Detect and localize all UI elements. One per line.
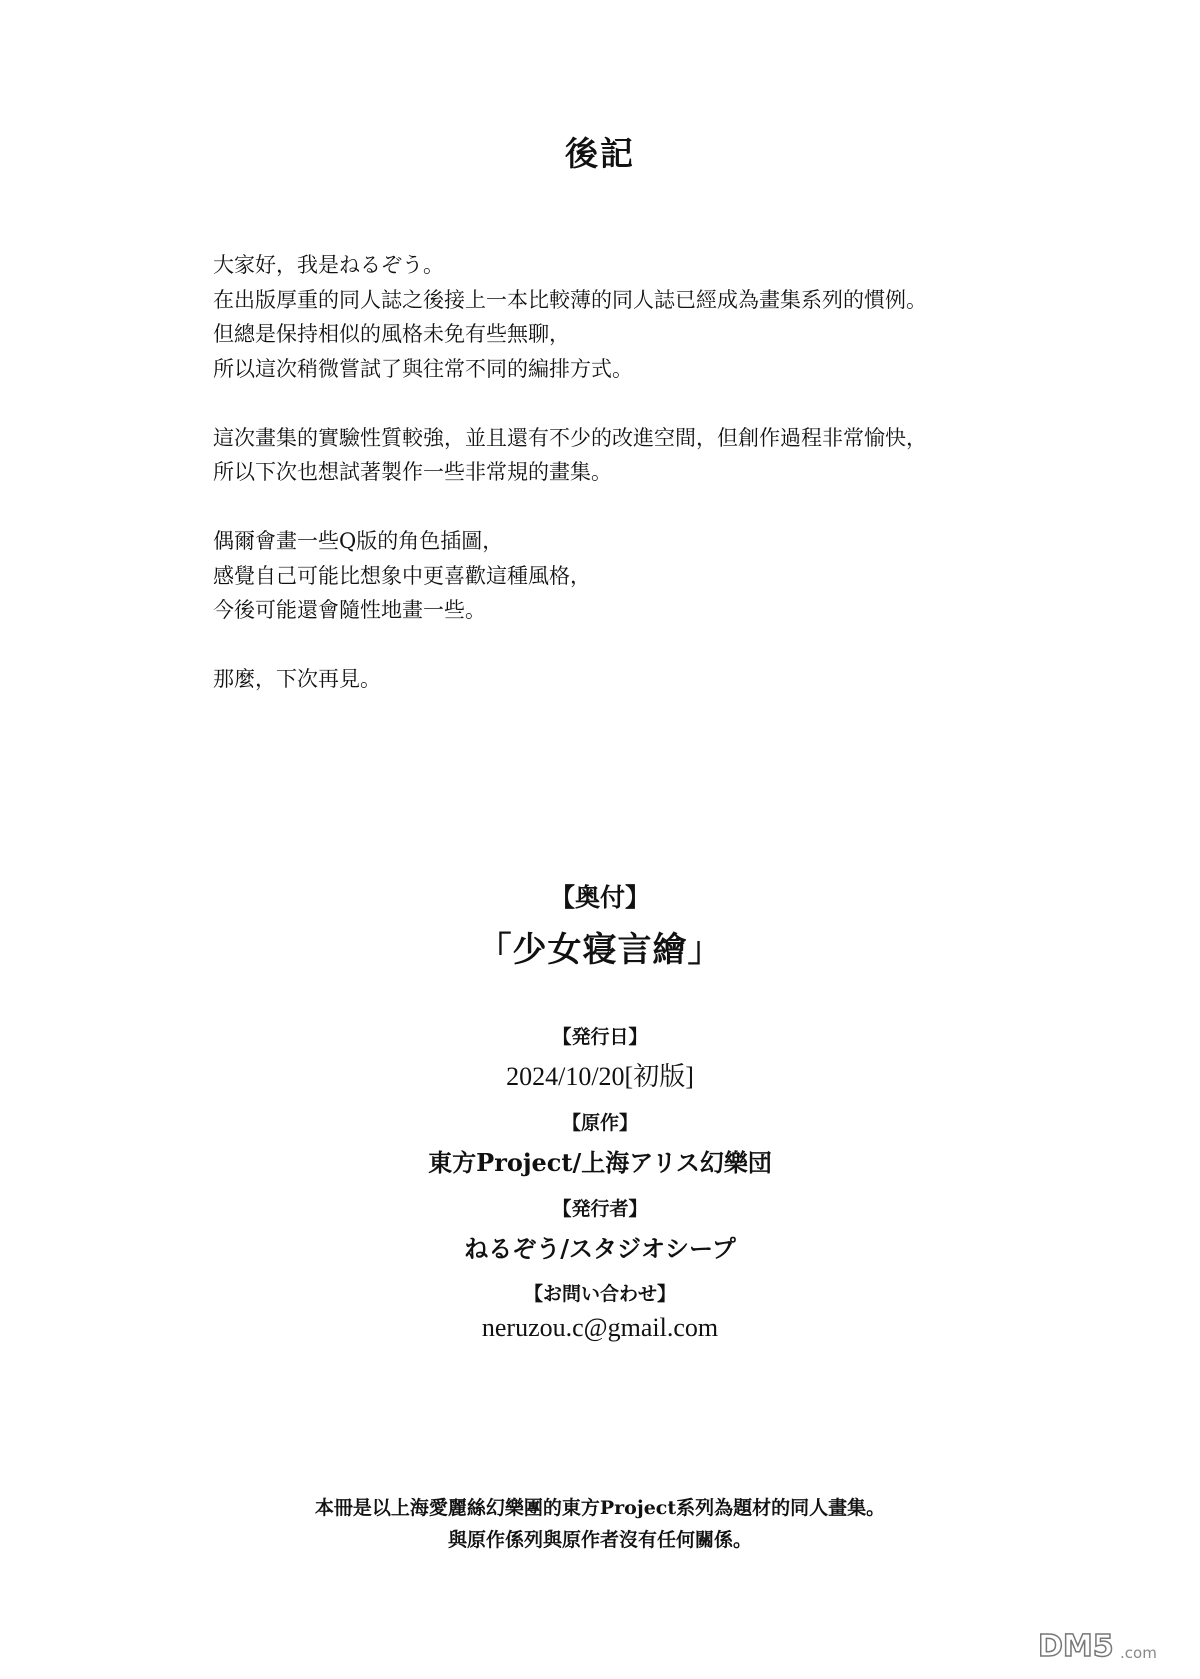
contact-label: 【お問い合わせ】 [523,1283,676,1305]
afterword-body [213,248,1013,697]
afterword-line: 今後可能還會隨性地畫一些。 [213,598,486,622]
afterword-line: 但總是保持相似的風格未免有些無聊， [213,322,570,346]
afterword-paragraph [213,421,1013,490]
watermark-text: DM5 [1038,1629,1114,1664]
watermark-suffix: .com [1120,1644,1157,1662]
afterword-line: 所以下次也想試著製作一些非常規的畫集。 [213,460,612,484]
afterword-line: 那麼，下次再見。 [213,667,381,691]
disclaimer-line: 與原作係列與原作者沒有任何關係。 [447,1529,752,1551]
afterword-paragraph [213,662,1013,697]
afterword-paragraph [213,524,1013,628]
afterword-line: 偶爾會畫一些Q版的角色插圖， [213,529,504,553]
disclaimer [0,1492,1200,1556]
original-value: 東方Project/上海アリス幻樂団 [428,1148,772,1177]
afterword-line: 感覺自己可能比想象中更喜歡這種風格， [213,563,591,588]
contact-email: neruzou.c@gmail.com [481,1313,719,1342]
afterword-title: 後記 [565,134,635,173]
afterword-line: 所以這次稍微嘗試了與往常不同的編排方式。 [213,356,633,381]
original-label: 【原作】 [561,1112,638,1134]
publisher-value: ねるぞう/スタジオシープ [464,1234,736,1263]
afterword-line: 這次畫集的實驗性質較強，並且還有不少的改進空間，但創作過程非常愉快， [213,425,927,450]
publisher-label: 【発行者】 [552,1198,648,1220]
issue-date-value: 2024/10/20[初版] [506,1062,694,1091]
colophon-heading: 【奥付】 [549,883,650,912]
afterword-line: 在出版厚重的同人誌之後接上一本比較薄的同人誌已經成為畫集系列的慣例。 [213,287,927,312]
disclaimer-line: 本冊是以上海愛麗絲幻樂團的東方Project系列為題材的同人畫集。 [314,1497,886,1519]
issue-date-label: 【発行日】 [552,1026,648,1048]
dm5-watermark-logo [1036,1625,1174,1665]
book-title: 「少女寝言繪」 [477,930,723,970]
afterword-paragraph [213,248,1013,386]
afterword-line: 大家好，我是ねるぞう。 [213,253,444,277]
